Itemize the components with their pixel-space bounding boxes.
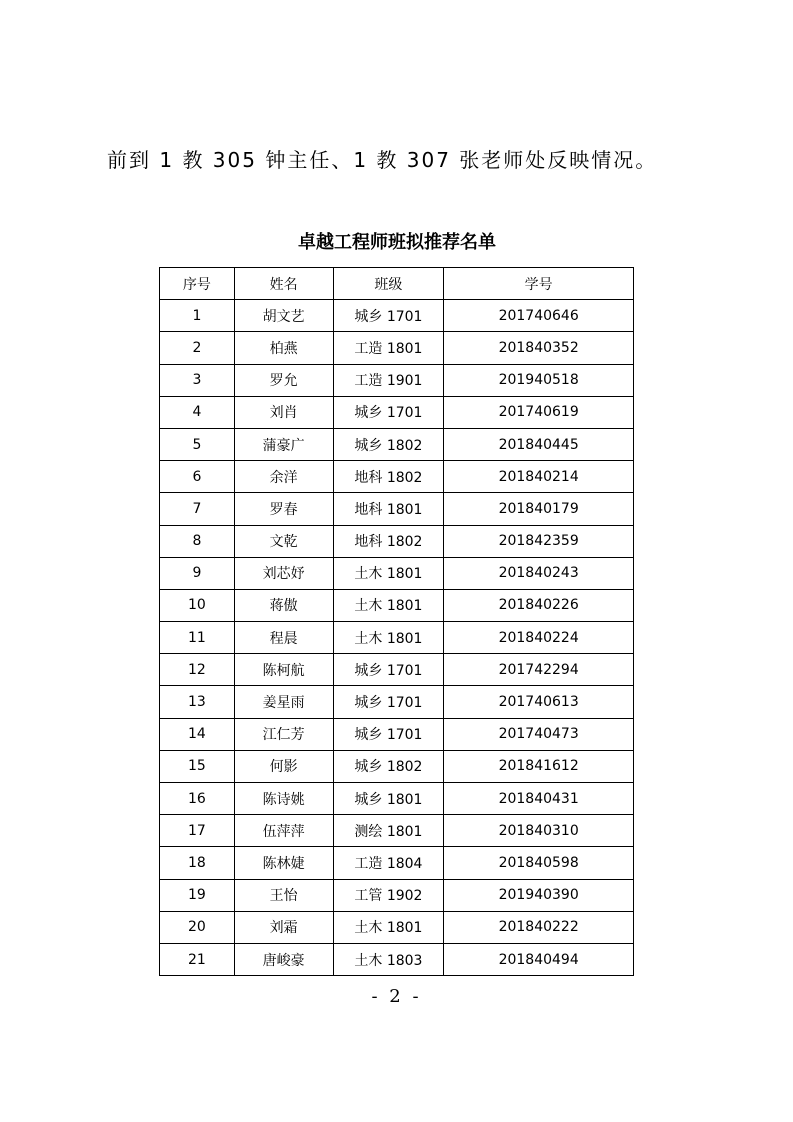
body-paragraph: 前到 1 教 305 钟主任、1 教 307 张老师处反映情况。 [107, 148, 658, 172]
cell-name: 蒲豪广 [234, 428, 333, 460]
cell-student-id: 201840310 [444, 815, 634, 847]
cell-class: 土木 1803 [333, 943, 444, 975]
cell-class: 工造 1804 [333, 847, 444, 879]
table-row [160, 654, 634, 686]
cell-name: 江仁芳 [234, 718, 333, 750]
table-row [160, 847, 634, 879]
cell-name: 陈柯航 [234, 654, 333, 686]
cell-index: 19 [160, 879, 235, 911]
table-row [160, 525, 634, 557]
cell-index: 9 [160, 557, 235, 589]
cell-name: 刘肖 [234, 396, 333, 428]
table-row [160, 428, 634, 460]
cell-class: 测绘 1801 [333, 815, 444, 847]
cell-index: 6 [160, 461, 235, 493]
cell-index: 17 [160, 815, 235, 847]
cell-index: 21 [160, 943, 235, 975]
cell-student-id: 201840494 [444, 943, 634, 975]
table-title: 卓越工程师班拟推荐名单 [298, 232, 496, 253]
cell-index: 15 [160, 750, 235, 782]
cell-student-id: 201940518 [444, 364, 634, 396]
cell-name: 姜星雨 [234, 686, 333, 718]
header-student-id: 学号 [444, 268, 634, 300]
cell-index: 18 [160, 847, 235, 879]
page-number: - 2 - [371, 986, 422, 1007]
cell-name: 余洋 [234, 461, 333, 493]
table-row [160, 622, 634, 654]
cell-student-id: 201840431 [444, 783, 634, 815]
table-row [160, 750, 634, 782]
cell-name: 胡文艺 [234, 300, 333, 332]
table-row [160, 686, 634, 718]
cell-index: 8 [160, 525, 235, 557]
cell-class: 土木 1801 [333, 589, 444, 621]
cell-class: 城乡 1801 [333, 783, 444, 815]
cell-name: 王怡 [234, 879, 333, 911]
cell-name: 程晨 [234, 622, 333, 654]
cell-student-id: 201840226 [444, 589, 634, 621]
cell-index: 16 [160, 783, 235, 815]
cell-index: 12 [160, 654, 235, 686]
header-class: 班级 [333, 268, 444, 300]
cell-student-id: 201740473 [444, 718, 634, 750]
cell-name: 唐峻豪 [234, 943, 333, 975]
cell-class: 工造 1901 [333, 364, 444, 396]
cell-student-id: 201840243 [444, 557, 634, 589]
cell-index: 1 [160, 300, 235, 332]
recommendation-table [159, 267, 634, 976]
cell-index: 20 [160, 911, 235, 943]
cell-class: 土木 1801 [333, 622, 444, 654]
cell-name: 陈林婕 [234, 847, 333, 879]
cell-student-id: 201840179 [444, 493, 634, 525]
table-row [160, 879, 634, 911]
cell-name: 何影 [234, 750, 333, 782]
cell-name: 陈诗姚 [234, 783, 333, 815]
cell-student-id: 201940390 [444, 879, 634, 911]
cell-index: 4 [160, 396, 235, 428]
header-index: 序号 [160, 268, 235, 300]
cell-class: 地科 1801 [333, 493, 444, 525]
cell-name: 罗允 [234, 364, 333, 396]
cell-name: 伍萍萍 [234, 815, 333, 847]
cell-index: 13 [160, 686, 235, 718]
cell-class: 城乡 1701 [333, 718, 444, 750]
cell-index: 2 [160, 332, 235, 364]
cell-student-id: 201840445 [444, 428, 634, 460]
cell-student-id: 201840352 [444, 332, 634, 364]
cell-student-id: 201740613 [444, 686, 634, 718]
cell-class: 工管 1902 [333, 879, 444, 911]
cell-student-id: 201740646 [444, 300, 634, 332]
cell-name: 刘芯妤 [234, 557, 333, 589]
table-row [160, 461, 634, 493]
table-row [160, 493, 634, 525]
table-row [160, 943, 634, 975]
cell-class: 地科 1802 [333, 461, 444, 493]
cell-class: 城乡 1701 [333, 654, 444, 686]
cell-name: 文乾 [234, 525, 333, 557]
cell-class: 城乡 1701 [333, 300, 444, 332]
table-row [160, 332, 634, 364]
cell-index: 7 [160, 493, 235, 525]
cell-name: 罗春 [234, 493, 333, 525]
cell-name: 蒋傲 [234, 589, 333, 621]
cell-index: 10 [160, 589, 235, 621]
table-header-row [160, 268, 634, 300]
table-row [160, 364, 634, 396]
cell-class: 工造 1801 [333, 332, 444, 364]
cell-index: 3 [160, 364, 235, 396]
table-row [160, 783, 634, 815]
cell-index: 5 [160, 428, 235, 460]
cell-class: 土木 1801 [333, 557, 444, 589]
cell-class: 城乡 1802 [333, 428, 444, 460]
cell-student-id: 201740619 [444, 396, 634, 428]
cell-class: 土木 1801 [333, 911, 444, 943]
cell-class: 城乡 1802 [333, 750, 444, 782]
cell-class: 城乡 1701 [333, 686, 444, 718]
cell-name: 刘霜 [234, 911, 333, 943]
cell-index: 11 [160, 622, 235, 654]
cell-student-id: 201842359 [444, 525, 634, 557]
cell-class: 城乡 1701 [333, 396, 444, 428]
table-row [160, 589, 634, 621]
table-row [160, 300, 634, 332]
cell-student-id: 201841612 [444, 750, 634, 782]
cell-class: 地科 1802 [333, 525, 444, 557]
table-row [160, 815, 634, 847]
table-row [160, 557, 634, 589]
cell-student-id: 201840598 [444, 847, 634, 879]
cell-student-id: 201742294 [444, 654, 634, 686]
cell-student-id: 201840214 [444, 461, 634, 493]
table-body [160, 300, 634, 976]
header-name: 姓名 [234, 268, 333, 300]
table-row [160, 718, 634, 750]
cell-student-id: 201840224 [444, 622, 634, 654]
table-row [160, 396, 634, 428]
cell-student-id: 201840222 [444, 911, 634, 943]
cell-name: 柏燕 [234, 332, 333, 364]
table-row [160, 911, 634, 943]
cell-index: 14 [160, 718, 235, 750]
